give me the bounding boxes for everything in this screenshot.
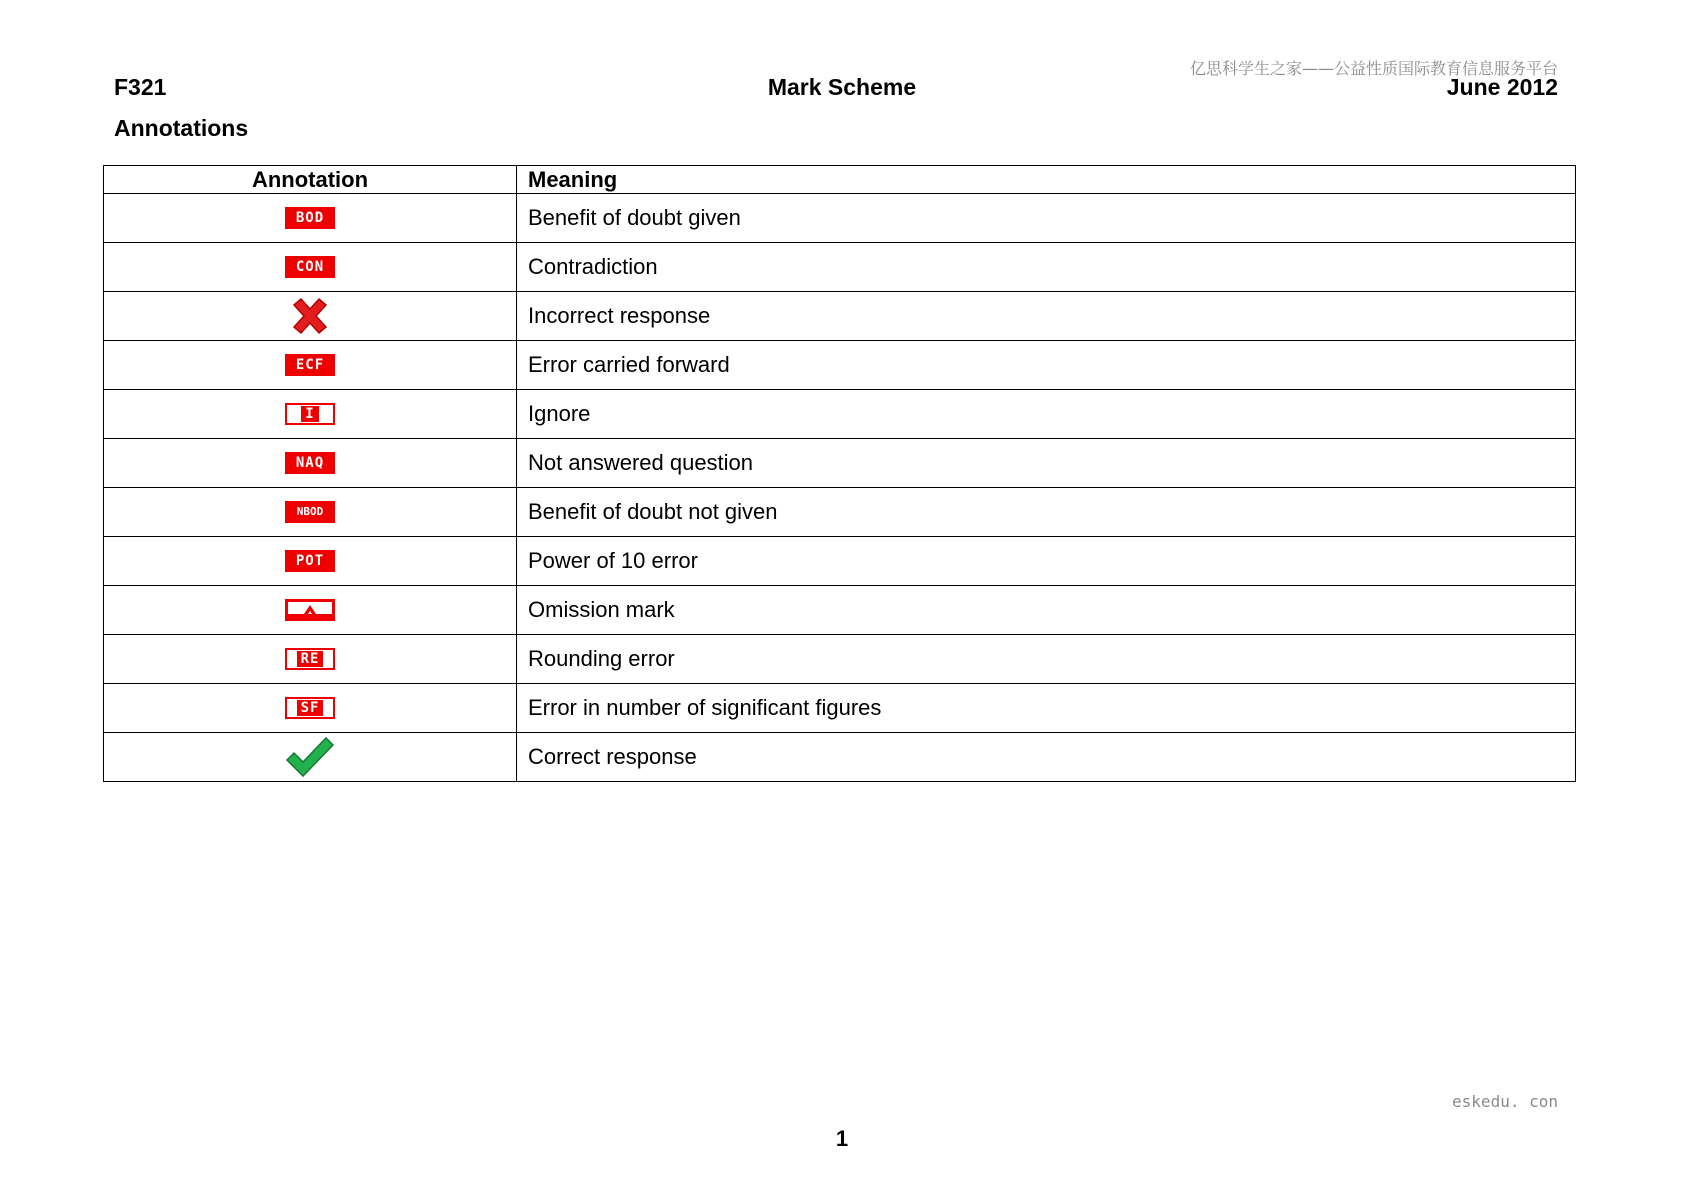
table-row	[104, 488, 1576, 537]
table-row	[104, 537, 1576, 586]
watermark-top: 亿思科学生之家——公益性质国际教育信息服务平台	[1189, 59, 1558, 78]
table-row	[104, 390, 1576, 439]
sf-stamp-icon	[285, 697, 335, 719]
column-header-meaning: Meaning	[517, 166, 1576, 194]
ecf-stamp-icon: ECF	[285, 354, 335, 376]
annotation-cell	[104, 194, 517, 243]
annotation-cell	[104, 684, 517, 733]
meaning-cell: Contradiction	[517, 243, 1576, 292]
table-row	[104, 341, 1576, 390]
annotation-cell	[104, 488, 517, 537]
table-row	[104, 684, 1576, 733]
omission-stamp-icon	[285, 599, 335, 621]
annotations-table	[103, 165, 1576, 782]
section-title: Annotations	[114, 115, 249, 141]
annotation-cell	[104, 341, 517, 390]
table-row	[104, 243, 1576, 292]
exam-date: June 2012	[1446, 74, 1558, 100]
meaning-cell: Power of 10 error	[517, 537, 1576, 586]
meaning-cell: Correct response	[517, 733, 1576, 782]
re-stamp-label: RE	[297, 651, 324, 667]
ignore-stamp-label: I	[301, 406, 318, 422]
sf-stamp-label: SF	[297, 700, 324, 716]
naq-stamp-icon: NAQ	[285, 452, 335, 474]
table-row	[104, 194, 1576, 243]
annotation-cell	[104, 243, 517, 292]
annotation-cell	[104, 439, 517, 488]
paper-code: F321	[114, 74, 167, 100]
annotation-cell	[104, 537, 517, 586]
table-row	[104, 586, 1576, 635]
table-row	[104, 439, 1576, 488]
meaning-cell: Error carried forward	[517, 341, 1576, 390]
annotation-cell	[104, 635, 517, 684]
annotation-cell	[104, 292, 517, 341]
meaning-cell: Error in number of significant figures	[517, 684, 1576, 733]
meaning-cell: Benefit of doubt not given	[517, 488, 1576, 537]
green-tick-icon	[285, 736, 335, 778]
re-stamp-icon	[285, 648, 335, 670]
meaning-cell: Not answered question	[517, 439, 1576, 488]
annotation-cell	[104, 586, 517, 635]
bod-stamp-icon: BOD	[285, 207, 335, 229]
red-cross-icon	[290, 297, 330, 335]
ignore-stamp-icon	[285, 403, 335, 425]
pot-stamp-icon: POT	[285, 550, 335, 572]
nbod-stamp-icon: NBOD	[285, 501, 335, 523]
meaning-cell: Rounding error	[517, 635, 1576, 684]
con-stamp-icon: CON	[285, 256, 335, 278]
meaning-cell: Incorrect response	[517, 292, 1576, 341]
table-row	[104, 635, 1576, 684]
watermark-bottom: eskedu. con	[1452, 1092, 1558, 1111]
table-header-row	[104, 166, 1576, 194]
page-number: 1	[835, 1126, 849, 1151]
annotation-cell	[104, 733, 517, 782]
document-title: Mark Scheme	[767, 74, 917, 100]
annotation-cell	[104, 390, 517, 439]
column-header-annotation: Annotation	[104, 166, 517, 194]
meaning-cell: Benefit of doubt given	[517, 194, 1576, 243]
meaning-cell: Ignore	[517, 390, 1576, 439]
table-row	[104, 292, 1576, 341]
meaning-cell: Omission mark	[517, 586, 1576, 635]
table-row	[104, 733, 1576, 782]
